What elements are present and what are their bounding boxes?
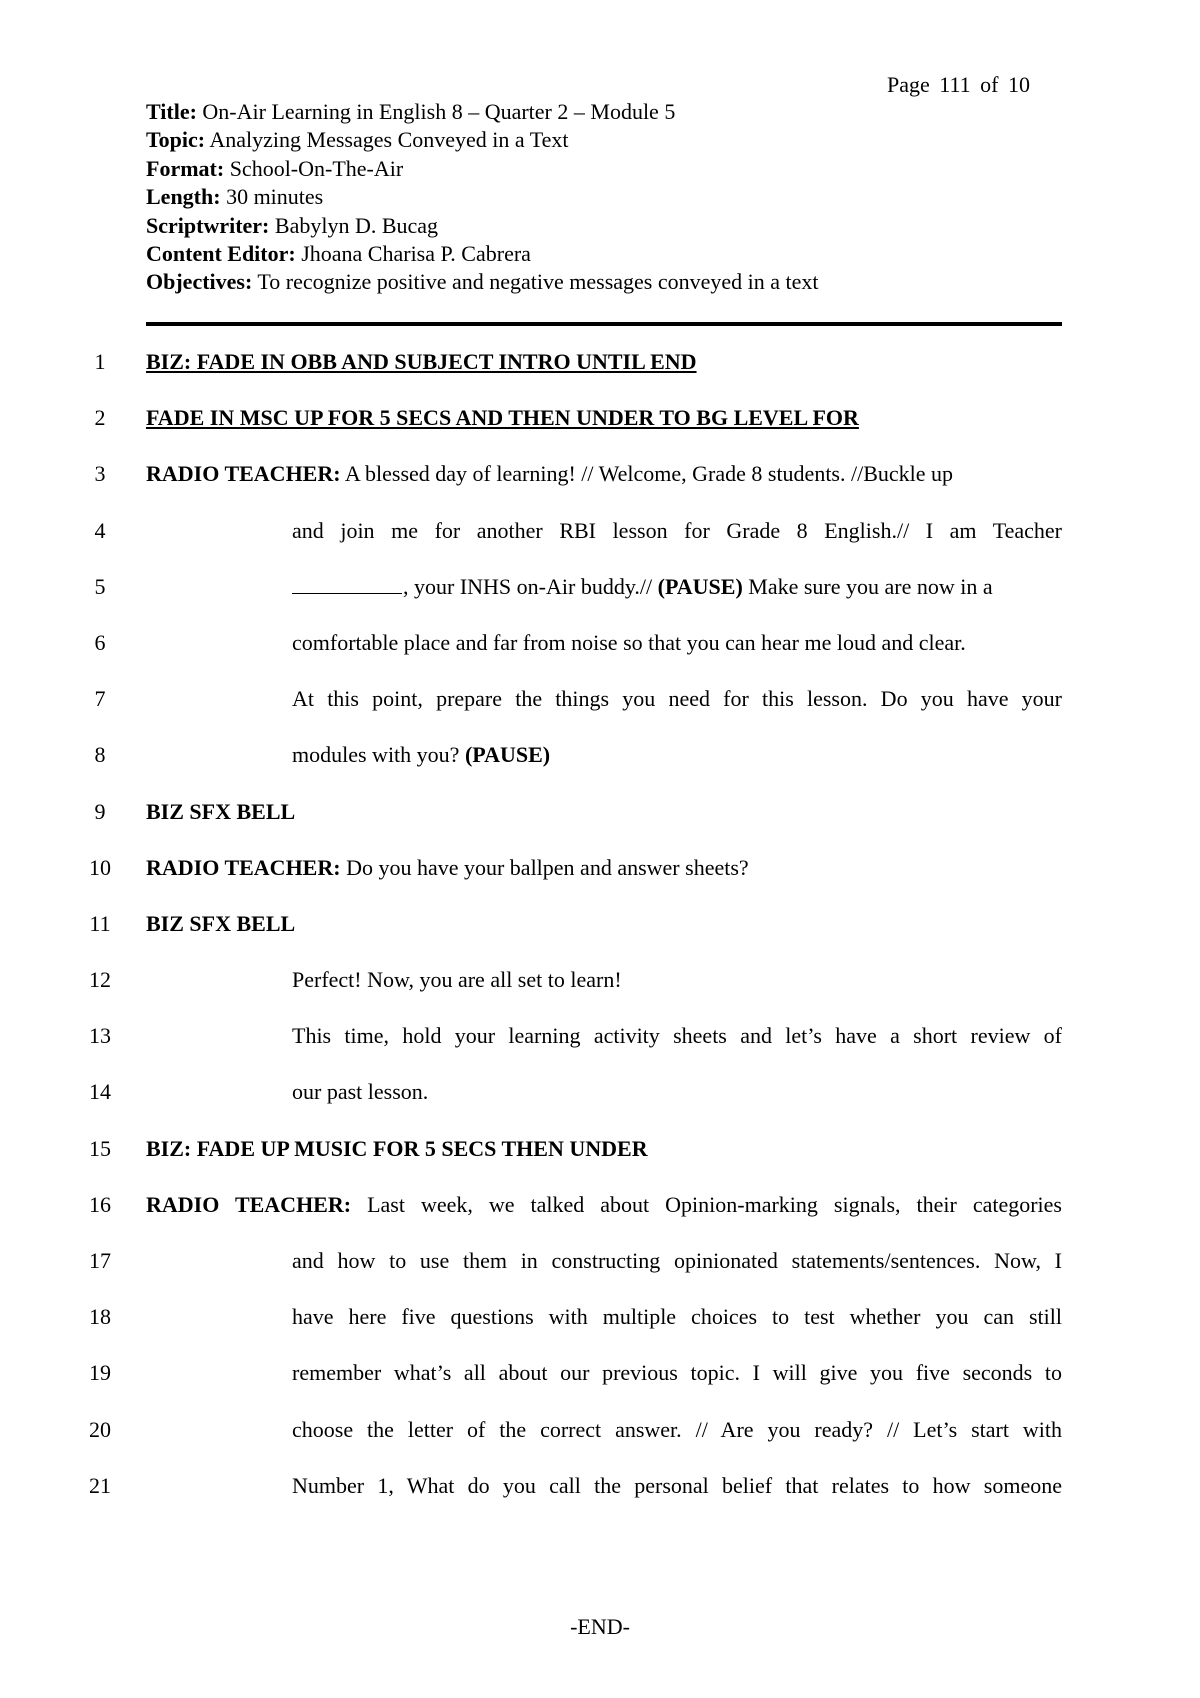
script-line	[0, 854, 1200, 910]
dialogue-content: At this point, prepare the things you need for this lesson. Do you have your	[292, 686, 1062, 712]
end-marker: -END-	[570, 1614, 630, 1639]
line-number: 19	[89, 1360, 111, 1386]
header-value: School-On-The-Air	[229, 155, 404, 181]
header-content-editor	[146, 240, 1066, 268]
header-topic	[146, 126, 1066, 154]
script-line	[0, 573, 1200, 629]
dialogue-content: Number 1, What do you call the personal belief that relates to how someone	[292, 1472, 1062, 1498]
biz-cue: FADE IN MSC UP FOR 5 SECS AND THEN UNDER TO BG LEVEL FOR	[146, 405, 859, 431]
line-number: 6	[94, 629, 106, 655]
header-value: To recognize positive and negative messages conveyed in a text	[257, 269, 819, 295]
script-line	[0, 404, 1200, 460]
biz-cue: BIZ: FADE UP MUSIC FOR 5 SECS THEN UNDER	[146, 1135, 648, 1161]
dialogue-content: remember what’s all about our previous topic. I will give you five seconds to	[292, 1360, 1062, 1386]
script-line	[0, 1135, 1200, 1191]
line-number: 18	[89, 1304, 111, 1330]
script-body	[0, 348, 1200, 1528]
header-divider	[146, 322, 1062, 326]
script-header	[146, 98, 1066, 297]
dialogue-content: Make sure you are now in a	[742, 573, 993, 599]
line-number: 16	[89, 1191, 111, 1217]
dialogue-text	[146, 854, 749, 882]
header-title	[146, 98, 1066, 126]
header-value: Babylyn D. Bucag	[274, 212, 439, 238]
speaker-label: RADIO TEACHER:	[146, 461, 341, 487]
dialogue-text	[146, 460, 953, 488]
header-label: Length:	[146, 184, 221, 210]
line-number: 17	[89, 1248, 111, 1273]
line-number: 15	[89, 1135, 111, 1161]
dialogue-text	[292, 573, 993, 601]
script-line	[0, 1078, 1200, 1134]
dialogue-text	[292, 741, 550, 769]
sfx-cue: BIZ SFX BELL	[146, 910, 296, 936]
dialogue-content: choose the letter of the correct answer. // Are you ready? // Let’s start with	[292, 1416, 1062, 1442]
dialogue-content: and join me for another RBI lesson for Grade 8 English.// I am Teacher	[292, 517, 1062, 543]
script-line	[0, 1416, 1200, 1472]
line-number: 7	[94, 686, 106, 712]
script-line	[0, 798, 1200, 854]
header-value: On-Air Learning in English 8 – Quarter 2 – Module 5	[202, 99, 676, 124]
header-label: Title:	[146, 99, 197, 124]
line-number: 20	[89, 1416, 111, 1442]
script-line	[0, 1022, 1200, 1078]
header-scriptwriter	[146, 212, 1066, 240]
script-line	[0, 348, 1200, 404]
dialogue-content: Perfect! Now, you are all set to learn!	[292, 967, 622, 993]
page-label: Page	[887, 72, 930, 97]
script-line	[0, 741, 1200, 797]
header-objectives	[146, 268, 1066, 296]
line-number: 2	[94, 405, 106, 431]
header-label: Format:	[146, 155, 225, 181]
script-line	[0, 1191, 1200, 1247]
dialogue-content: This time, hold your learning activity sheets and let’s have a short review of	[292, 1023, 1062, 1049]
header-value: 30 minutes	[226, 184, 324, 210]
script-line	[0, 629, 1200, 685]
line-number: 3	[94, 461, 106, 487]
script-line	[0, 460, 1200, 516]
dialogue-content: our past lesson.	[292, 1079, 429, 1105]
line-number: 10	[89, 854, 111, 880]
line-number: 5	[94, 573, 106, 599]
dialogue-content: A blessed day of learning! // Welcome, Grade 8 students. //Buckle up	[340, 461, 954, 487]
biz-cue: BIZ: FADE IN OBB AND SUBJECT INTRO UNTIL END	[146, 349, 697, 374]
dialogue-content: , your INHS on-Air buddy.//	[403, 573, 658, 599]
script-line	[0, 517, 1200, 573]
sfx-cue: BIZ SFX BELL	[146, 798, 296, 824]
page-current: 111	[939, 72, 971, 97]
line-number: 4	[94, 517, 106, 543]
dialogue-content: and how to use them in constructing opinionated statements/sentences. Now, I	[292, 1248, 1062, 1273]
page-of-label: of	[980, 72, 999, 97]
script-line	[0, 685, 1200, 741]
line-number: 12	[89, 967, 111, 993]
page-total: 10	[1008, 72, 1030, 97]
line-number: 14	[89, 1079, 111, 1105]
script-line	[0, 966, 1200, 1022]
line-number: 8	[94, 742, 106, 768]
dialogue-content: modules with you?	[292, 742, 465, 768]
header-label: Objectives:	[146, 269, 253, 295]
header-value: Analyzing Messages Conveyed in a Text	[209, 127, 569, 153]
line-number: 11	[89, 910, 111, 936]
page-number	[887, 72, 1030, 98]
script-line	[0, 1359, 1200, 1415]
script-line	[0, 1303, 1200, 1359]
pause-cue: (PAUSE)	[464, 742, 551, 768]
dialogue-text	[146, 1191, 1062, 1219]
name-blank	[292, 575, 402, 594]
speaker-label: RADIO TEACHER:	[146, 854, 341, 880]
header-format	[146, 155, 1066, 183]
header-label: Topic:	[146, 127, 206, 153]
header-label: Content Editor:	[146, 241, 296, 267]
dialogue-content: comfortable place and far from noise so that you can hear me loud and clear.	[292, 629, 966, 655]
dialogue-content: Last week, we talked about Opinion-marking signals, their categories	[351, 1191, 1062, 1217]
script-line	[0, 910, 1200, 966]
script-line	[0, 1247, 1200, 1303]
dialogue-content: have here five questions with multiple choices to test whether you can still	[292, 1304, 1062, 1330]
line-number: 21	[89, 1472, 111, 1498]
header-value: Jhoana Charisa P. Cabrera	[301, 241, 531, 267]
header-length	[146, 183, 1066, 211]
header-label: Scriptwriter:	[146, 212, 270, 238]
speaker-label: RADIO TEACHER:	[146, 1191, 352, 1217]
pause-cue: (PAUSE)	[657, 573, 743, 599]
line-number: 9	[94, 798, 106, 824]
script-line	[0, 1472, 1200, 1528]
line-number: 1	[94, 349, 106, 374]
line-number: 13	[89, 1023, 111, 1049]
dialogue-content: Do you have your ballpen and answer sheets?	[340, 854, 749, 880]
